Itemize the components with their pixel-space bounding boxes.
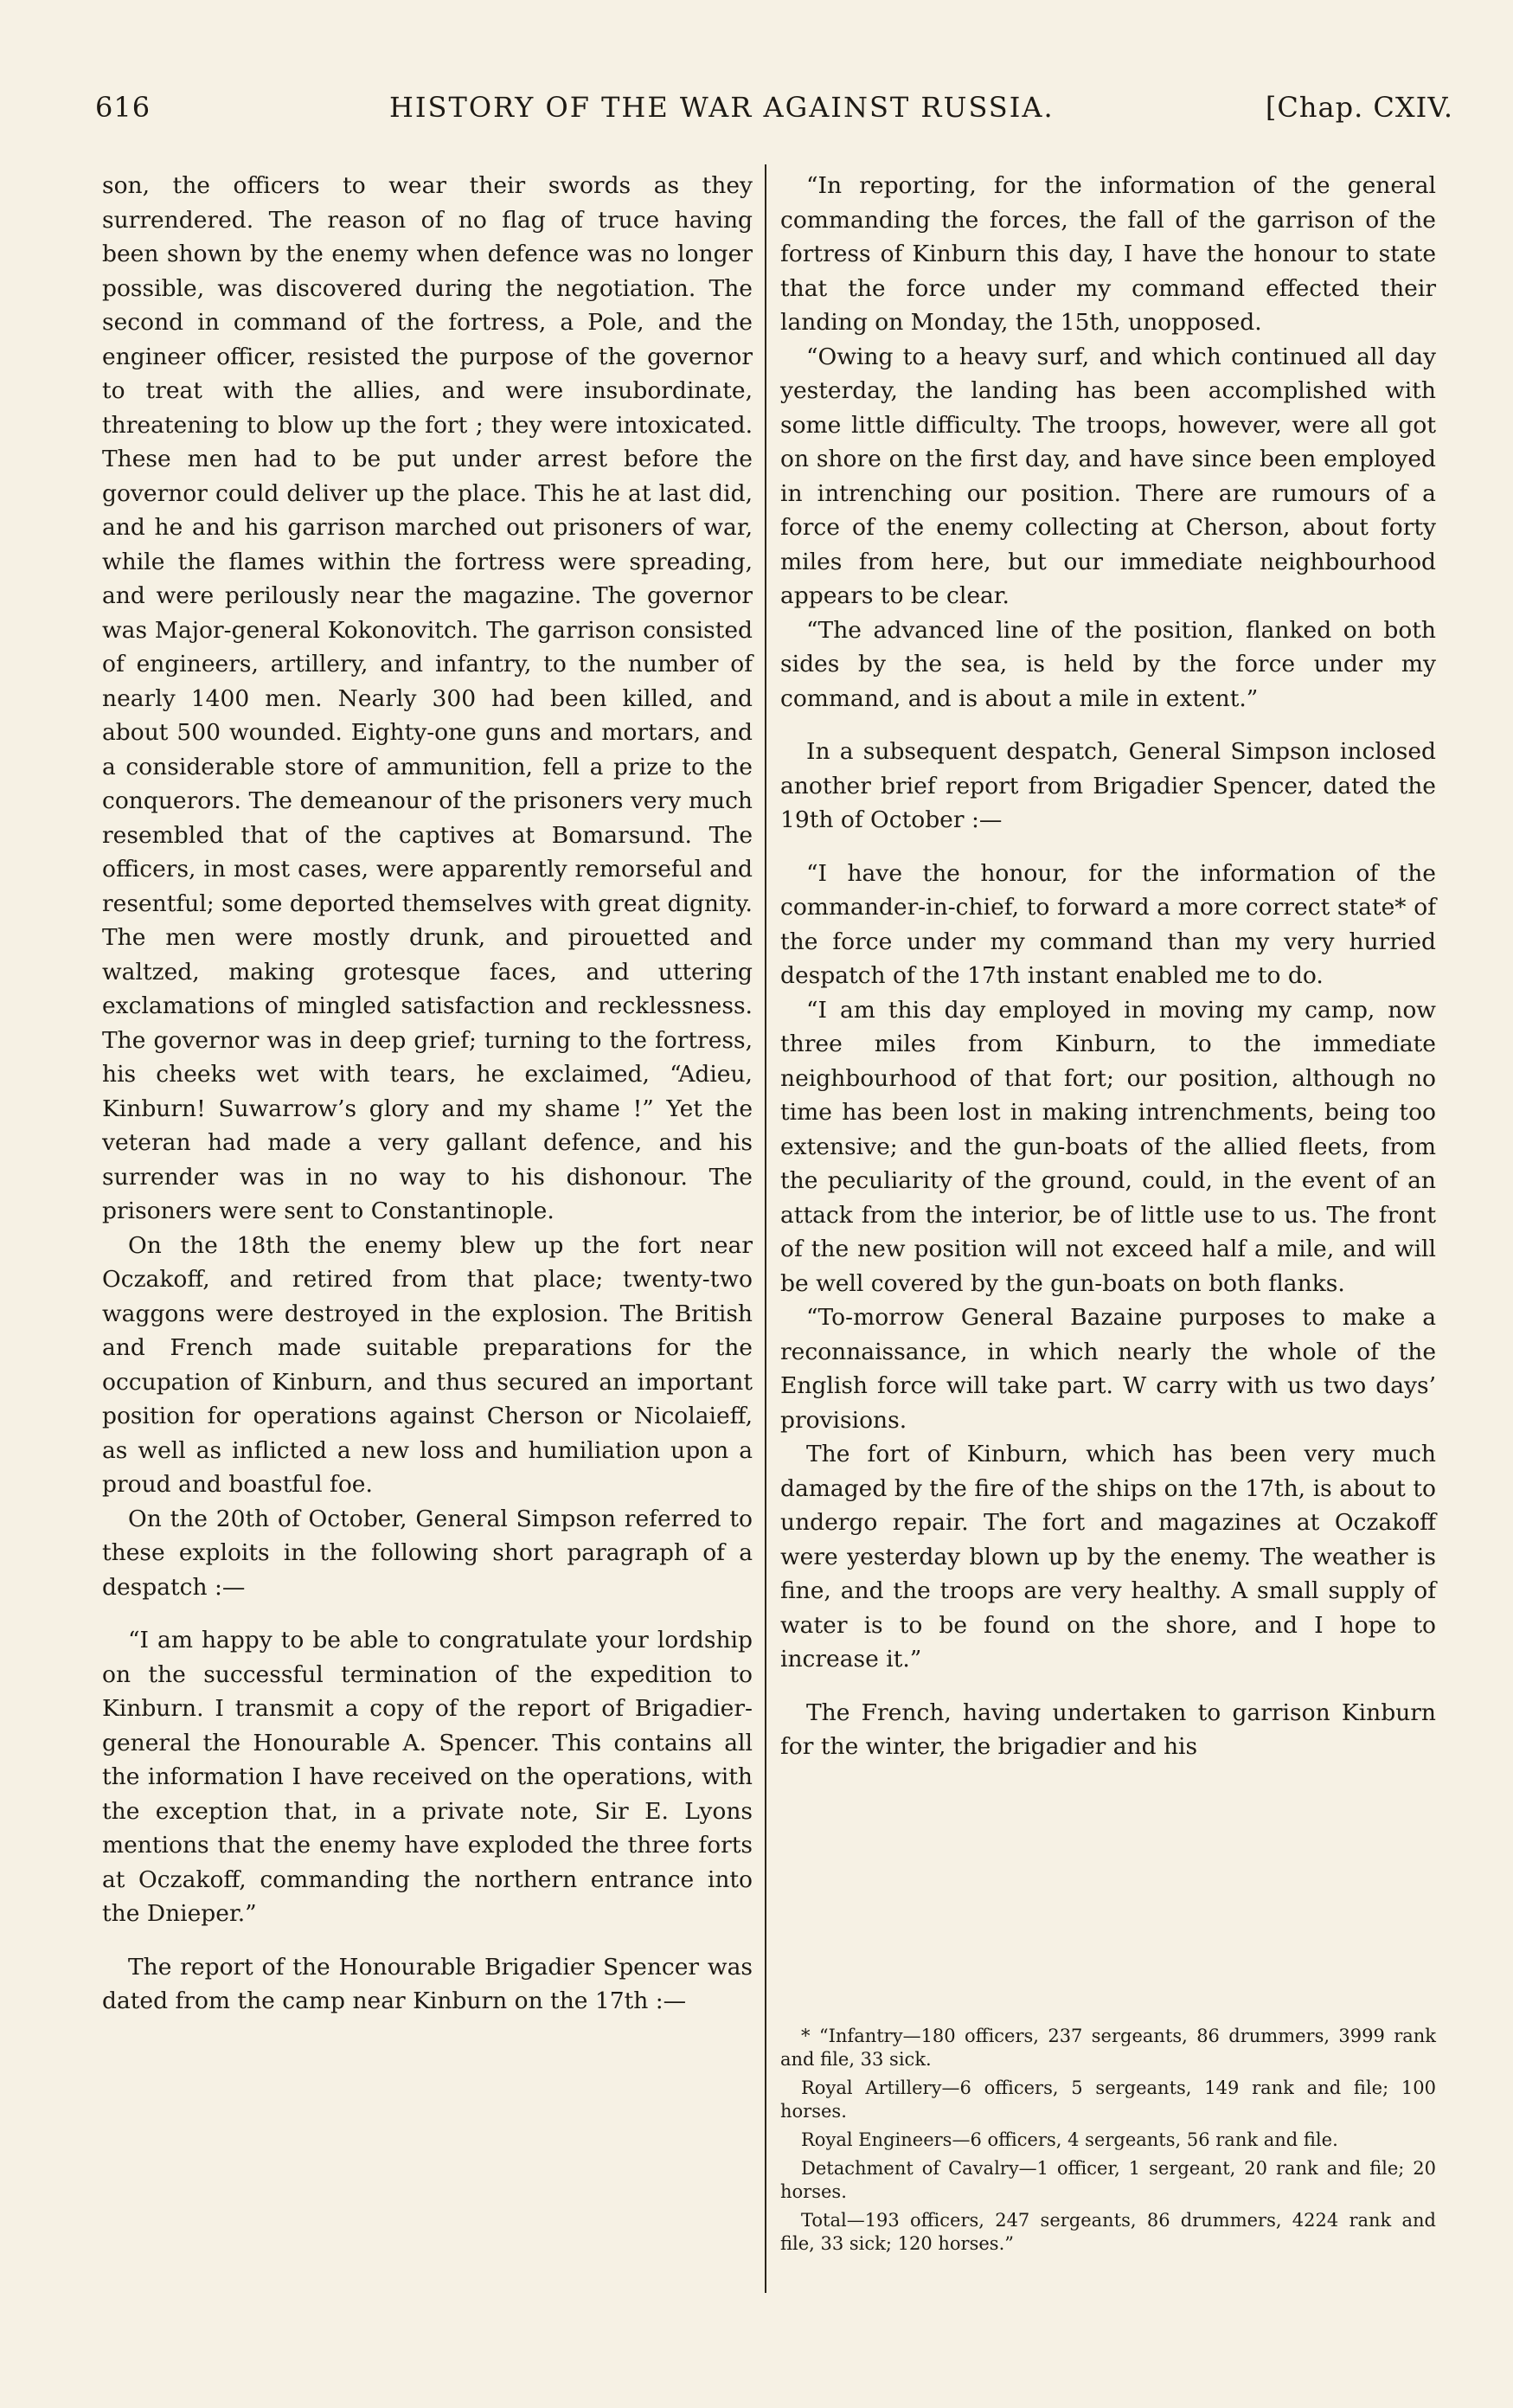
quoted-report: “Owing to a heavy surf, and which continued all day yesterday, the landing has been accomplished with some little difficulty. The troops, however, were all got on shore on the first day, and have since been employed in intrenching our position. There are rumours of a force of the enemy collecting at Cherson, about forty miles from here, but our immediate neighbourhood appears to be clear. (780, 343, 1436, 609)
quoted-report: “I have the honour, for the information of the commander-in-chief, to forward a more correct state* of the force under my command than my very hurried despatch of the 17th instant enabled me to do. (780, 859, 1436, 989)
page-number: 616 (95, 91, 151, 124)
paragraph: son, the officers to wear their swords as they surrendered. The reason of no flag of truce having been shown by the enemy when defence was no longer possible, was discovered during the negotiation. The second in command of the fortress, a Pole, and the engineer officer, resisted the purpose of the governor to treat with the allies, and were insubordinate, threatening to blow up the fort ; they were intoxicated. These men had to be put under arrest before the governor could deliver up the place. This he at last did, and he and his garrison marched out prisoners of war, while the flames within the fortress were spreading, and were perilously near the magazine. The governor was Major-general Kokonovitch. The garrison consisted of engineers, artillery, and infantry, to the number of nearly 1400 men. Nearly 300 had been killed, and about 500 wounded. Eighty-one guns and mortars, and a considerable store of ammunition, fell a prize to the conquerors. The demeanour of the prisoners very much resembled that of the captives at Bomarsund. The officers, in most cases, were apparently remorseful and resentful; some deported themselves with great dignity. The men were mostly drunk, and pirouetted and waltzed, making grotesque faces, and uttering exclamations of mingled satisfaction and recklessness. The governor was in deep grief; turning to the fortress, his cheeks wet with tears, he exclaimed, “Adieu, Kinburn! Suwarrow’s glory and my shame !” Yet the veteran had made a very gallant defence, and his surrender was in no way to his dishonour. The prisoners were sent to Constantinople. (102, 172, 753, 1224)
paragraph: On the 18th the enemy blew up the fort near Oczakoff, and retired from that place; twenty-two waggons were destroyed in the explosion. The British and French made suitable preparations for the occupation of Kinburn, and thus secured an important position for operations against Cherson or Nicolaieff, as well as inflicted a new loss and humiliation upon a proud and boastful foe. (102, 1231, 753, 1498)
quoted-report: “To-morrow General Bazaine purposes to make a reconnaissance, in which nearly the whole of the English force will take part. W carry with us two days’ provisions. (780, 1304, 1436, 1434)
quoted-report: “In reporting, for the information of the general commanding the forces, the fall of the garrison of the fortress of Kinburn this day, I have the honour to state that the force under my command effected their landing on Monday, the 15th, unopposed. (780, 172, 1436, 336)
footnotes (780, 2025, 1436, 2261)
paragraph: The report of the Honourable Brigadier Spencer was dated from the camp near Kinburn on the 17th :— (102, 1953, 753, 2014)
footnote: Royal Artillery—6 officers, 5 sergeants, 149 rank and file; 100 horses. (780, 2077, 1436, 2122)
footnote: Detachment of Cavalry—1 officer, 1 sergeant, 20 rank and file; 20 horses. (780, 2158, 1436, 2202)
running-title: HISTORY OF THE WAR AGAINST RUSSIA. (389, 91, 1055, 124)
quoted-report: “The advanced line of the position, flanked on both sides by the sea, is held by the force under my command, and is about a mile in extent.” (780, 616, 1436, 712)
right-column (780, 169, 1436, 1764)
column-divider (765, 164, 766, 2293)
paragraph: On the 20th of October, General Simpson referred to these exploits in the following short paragraph of a despatch :— (102, 1505, 753, 1601)
quoted-despatch: “I am happy to be able to congratulate your lordship on the successful termination of the expedition to Kinburn. I transmit a copy of the report of Brigadier-general the Honourable A. Spencer. This contains all the information I have received on the operations, with the exception that, in a private note, Sir E. Lyons mentions that the enemy have exploded the three forts at Oczakoff, commanding the northern entrance into the Dnieper.” (102, 1627, 753, 1927)
quoted-report: “I am this day employed in moving my camp, now three miles from Kinburn, to the immediate neighbourhood of that fort; our position, although no time has been lost in making intrenchments, being too extensive; and the gun-boats of the allied fleets, from the peculiarity of the ground, could, in the event of an attack from the interior, be of little use to us. The front of the new position will not exceed half a mile, and will be well covered by the gun-boats on both flanks. (780, 996, 1436, 1297)
footnote: Total—193 officers, 247 sergeants, 86 drummers, 4224 rank and file, 33 sick; 120 horses.” (780, 2210, 1436, 2254)
chapter-label: [Chap. CXIV. (1265, 91, 1453, 124)
paragraph: In a subsequent despatch, General Simpson inclosed another brief report from Brigadier Spencer, dated the 19th of October :— (780, 738, 1436, 833)
paragraph: The French, having undertaken to garrison Kinburn for the winter, the brigadier and his (780, 1698, 1436, 1760)
page-header (95, 91, 1453, 134)
quoted-report: The fort of Kinburn, which has been very much damaged by the fire of the ships on the 17th, is about to undergo repair. The fort and magazines at Oczakoff were yesterday blown up by the enemy. The weather is fine, and the troops are very healthy. A small supply of water is to be found on the shore, and I hope to increase it.” (780, 1441, 1436, 1673)
footnote: Royal Engineers—6 officers, 4 sergeants, 56 rank and file. (801, 2129, 1338, 2150)
left-column (102, 169, 753, 2019)
footnote: * “Infantry—180 officers, 237 sergeants, 86 drummers, 3999 rank and file, 33 sick. (780, 2026, 1436, 2070)
